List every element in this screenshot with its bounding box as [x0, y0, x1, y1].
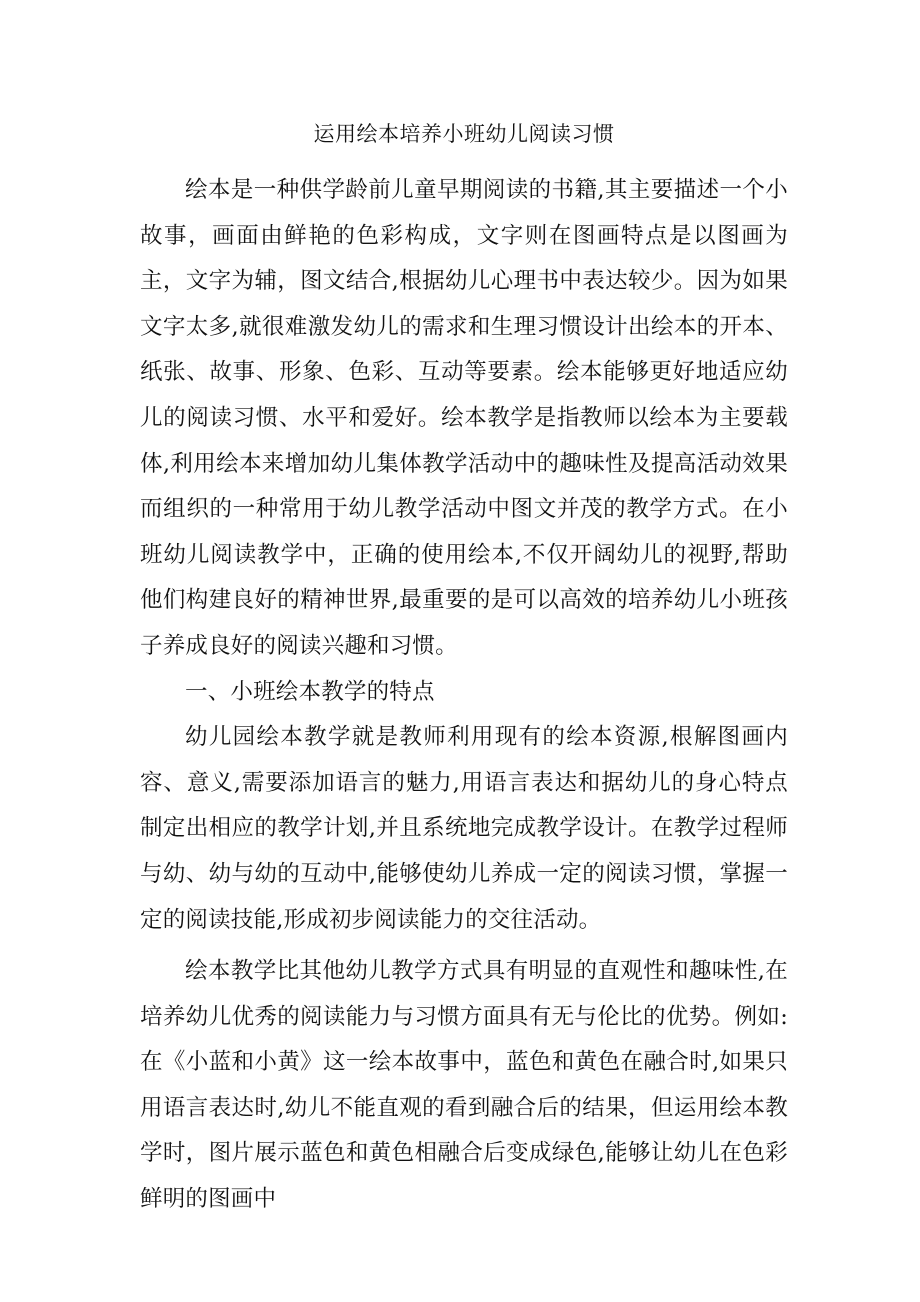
document-title: 运用绘本培养小班幼儿阅读习惯 — [313, 122, 615, 146]
body-paragraph: 幼儿园绘本教学就是教师利用现有的绘本资源,根解图画内容、意义,需要添加语言的魅力,用语言表达和据幼儿的身心特点制定出相应的教学计划,并且系统地完成教学设计。在教学过程师与幼、幼与幼的互动中,能够使幼儿养成一定的阅读习惯，掌握一定的阅读技能,形成初步阅读能力的交往活动。 — [140, 724, 788, 933]
section-heading: 一、小班绘本教学的特点 — [185, 678, 435, 705]
document-body — [140, 112, 788, 1223]
intro-paragraph: 绘本是一种供学龄前儿童早期阅读的书籍,其主要描述一个小故事，画面由鲜艳的色彩构成，文字则在图画特点是以图画为主，文字为辅，图文结合,根据幼儿心理书中表达较少。因为如果文字太多,就很难激发幼儿的需求和生理习惯设计出绘本的开本、纸张、故事、形象、色彩、互动等要素。绘本能够更好地适应幼儿的阅读习惯、水平和爱好。绘本教学是指教师以绘本为主要载体,利用绘本来增加幼儿集体教学活动中的趣味性及提高活动效果而组织的一种常用于幼儿教学活动中图文并茂的教学方式。在小班幼儿阅读教学中，正确的使用绘本,不仅开阔幼儿的视野,帮助他们构建良好的精神世界,最重要的是可以高效的培养幼儿小班孩子养成良好的阅读兴趣和习惯。 — [140, 177, 788, 659]
body-paragraph: 绘本教学比其他幼儿教学方式具有明显的直观性和趣味性,在培养幼儿优秀的阅读能力与习惯方面具有无与伦比的优势。例如:在《小蓝和小黄》这一绘本故事中，蓝色和黄色在融合时,如果只用语言表达时,幼儿不能直观的看到融合后的结果，但运用绘本教学时，图片展示蓝色和黄色相融合后变成绿色,能够让幼儿在色彩鲜明的图画中 — [140, 958, 788, 1213]
